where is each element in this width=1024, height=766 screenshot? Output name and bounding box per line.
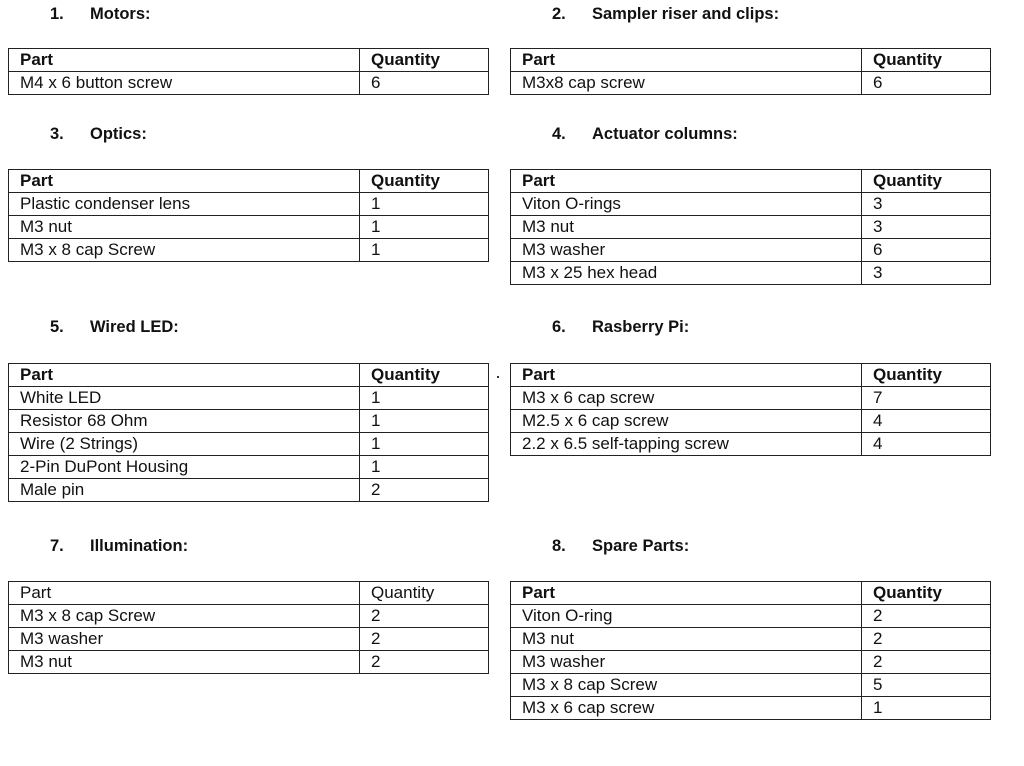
table-header-row — [9, 170, 489, 193]
table-header-row — [511, 49, 991, 72]
table-row — [9, 651, 489, 674]
section-illumination — [8, 537, 488, 682]
table-row — [511, 262, 991, 285]
section-title: Illumination: — [90, 537, 189, 555]
section-title: Optics: — [90, 125, 147, 143]
cell-part: M3 washer — [511, 239, 862, 262]
cell-part: M3 x 6 cap screw — [511, 697, 862, 720]
cell-part: M3 x 8 cap Screw — [9, 605, 360, 628]
header-part: Part — [511, 170, 862, 193]
cell-part: Male pin — [9, 479, 360, 502]
header-quantity: Quantity — [862, 170, 991, 193]
table-header-row — [9, 364, 489, 387]
cell-quantity: 2 — [360, 628, 489, 651]
table-header-row — [9, 49, 489, 72]
cell-part: Plastic condenser lens — [9, 193, 360, 216]
table-header-row — [511, 364, 991, 387]
cell-part: Resistor 68 Ohm — [9, 410, 360, 433]
stray-dot — [497, 376, 499, 378]
header-part: Part — [9, 49, 360, 72]
cell-quantity: 2 — [360, 651, 489, 674]
table-row — [9, 479, 489, 502]
cell-quantity: 4 — [862, 410, 991, 433]
section-spare-parts — [510, 537, 990, 737]
section-heading — [552, 5, 779, 24]
cell-part: M3 x 6 cap screw — [511, 387, 862, 410]
cell-quantity: 2 — [360, 605, 489, 628]
cell-part: 2.2 x 6.5 self-tapping screw — [511, 433, 862, 456]
section-motors — [8, 5, 488, 100]
cell-part: White LED — [9, 387, 360, 410]
cell-part: M3 x 8 cap Screw — [511, 674, 862, 697]
section-heading — [552, 125, 738, 144]
cell-part: M3 washer — [9, 628, 360, 651]
section-sampler-riser-and-clips — [510, 5, 990, 100]
header-quantity: Quantity — [862, 582, 991, 605]
section-number: 3. — [50, 125, 64, 143]
table-row — [511, 216, 991, 239]
table-row — [9, 193, 489, 216]
table-row — [511, 433, 991, 456]
section-heading — [50, 318, 179, 337]
header-part: Part — [9, 364, 360, 387]
cell-quantity: 7 — [862, 387, 991, 410]
table-row — [511, 193, 991, 216]
cell-quantity: 2 — [360, 479, 489, 502]
cell-quantity: 2 — [862, 605, 991, 628]
cell-quantity: 2 — [862, 628, 991, 651]
section-heading — [50, 125, 147, 144]
section-title: Rasberry Pi: — [592, 318, 690, 336]
section-title: Wired LED: — [90, 318, 179, 336]
section-title: Actuator columns: — [592, 125, 738, 143]
cell-part: M4 x 6 button screw — [9, 72, 360, 95]
table-row — [511, 387, 991, 410]
cell-quantity: 3 — [862, 193, 991, 216]
cell-part: M3 nut — [511, 216, 862, 239]
cell-quantity: 1 — [360, 193, 489, 216]
cell-quantity: 6 — [862, 239, 991, 262]
cell-quantity: 1 — [360, 433, 489, 456]
header-part: Part — [9, 170, 360, 193]
cell-part: Viton O-rings — [511, 193, 862, 216]
section-title: Motors: — [90, 5, 151, 23]
section-heading — [50, 537, 188, 556]
cell-part: M3 washer — [511, 651, 862, 674]
cell-quantity: 6 — [360, 72, 489, 95]
header-part: Part — [511, 49, 862, 72]
table-row — [9, 410, 489, 433]
header-quantity: Quantity — [360, 582, 489, 605]
section-optics — [8, 125, 488, 270]
section-actuator-columns — [510, 125, 990, 295]
cell-quantity: 1 — [360, 239, 489, 262]
table-row — [9, 605, 489, 628]
cell-quantity: 1 — [360, 216, 489, 239]
table-row — [511, 72, 991, 95]
parts-table — [8, 169, 489, 262]
parts-table — [510, 169, 991, 285]
section-number: 5. — [50, 318, 64, 336]
cell-part: M3 nut — [9, 216, 360, 239]
table-row — [511, 410, 991, 433]
header-part: Part — [511, 364, 862, 387]
header-part: Part — [511, 582, 862, 605]
section-title: Spare Parts: — [592, 537, 690, 555]
section-number: 1. — [50, 5, 64, 23]
section-wired-led — [8, 318, 488, 513]
parts-table — [8, 363, 489, 502]
cell-quantity: 6 — [862, 72, 991, 95]
parts-table — [510, 363, 991, 456]
header-quantity: Quantity — [360, 49, 489, 72]
table-row — [9, 239, 489, 262]
header-part: Part — [9, 582, 360, 605]
section-number: 8. — [552, 537, 566, 555]
section-heading — [552, 318, 689, 337]
cell-quantity: 1 — [360, 387, 489, 410]
header-quantity: Quantity — [862, 49, 991, 72]
table-row — [9, 216, 489, 239]
cell-quantity: 1 — [862, 697, 991, 720]
table-row — [9, 628, 489, 651]
parts-table — [8, 581, 489, 674]
cell-quantity: 2 — [862, 651, 991, 674]
table-header-row — [511, 170, 991, 193]
cell-quantity: 1 — [360, 410, 489, 433]
table-row — [511, 674, 991, 697]
cell-part: Wire (2 Strings) — [9, 433, 360, 456]
section-number: 2. — [552, 5, 566, 23]
table-row — [511, 697, 991, 720]
table-row — [511, 239, 991, 262]
cell-part: M3 x 25 hex head — [511, 262, 862, 285]
section-number: 7. — [50, 537, 64, 555]
cell-part: Viton O-ring — [511, 605, 862, 628]
cell-part: 2-Pin DuPont Housing — [9, 456, 360, 479]
header-quantity: Quantity — [360, 170, 489, 193]
cell-part: M3 x 8 cap Screw — [9, 239, 360, 262]
cell-part: M3 nut — [511, 628, 862, 651]
table-row — [9, 456, 489, 479]
section-number: 6. — [552, 318, 566, 336]
table-row — [9, 72, 489, 95]
section-number: 4. — [552, 125, 566, 143]
parts-table — [510, 581, 991, 720]
cell-quantity: 1 — [360, 456, 489, 479]
header-quantity: Quantity — [360, 364, 489, 387]
parts-table — [510, 48, 991, 95]
section-rasberry-pi — [510, 318, 990, 463]
table-header-row — [511, 582, 991, 605]
cell-part: M3x8 cap screw — [511, 72, 862, 95]
cell-part: M2.5 x 6 cap screw — [511, 410, 862, 433]
table-row — [9, 387, 489, 410]
cell-quantity: 3 — [862, 262, 991, 285]
section-title: Sampler riser and clips: — [592, 5, 780, 23]
table-row — [9, 433, 489, 456]
parts-table — [8, 48, 489, 95]
section-heading — [50, 5, 151, 24]
header-quantity: Quantity — [862, 364, 991, 387]
cell-quantity: 3 — [862, 216, 991, 239]
cell-quantity: 5 — [862, 674, 991, 697]
table-row — [511, 651, 991, 674]
cell-quantity: 4 — [862, 433, 991, 456]
section-heading — [552, 537, 689, 556]
table-row — [511, 628, 991, 651]
table-row — [511, 605, 991, 628]
table-header-row — [9, 582, 489, 605]
cell-part: M3 nut — [9, 651, 360, 674]
